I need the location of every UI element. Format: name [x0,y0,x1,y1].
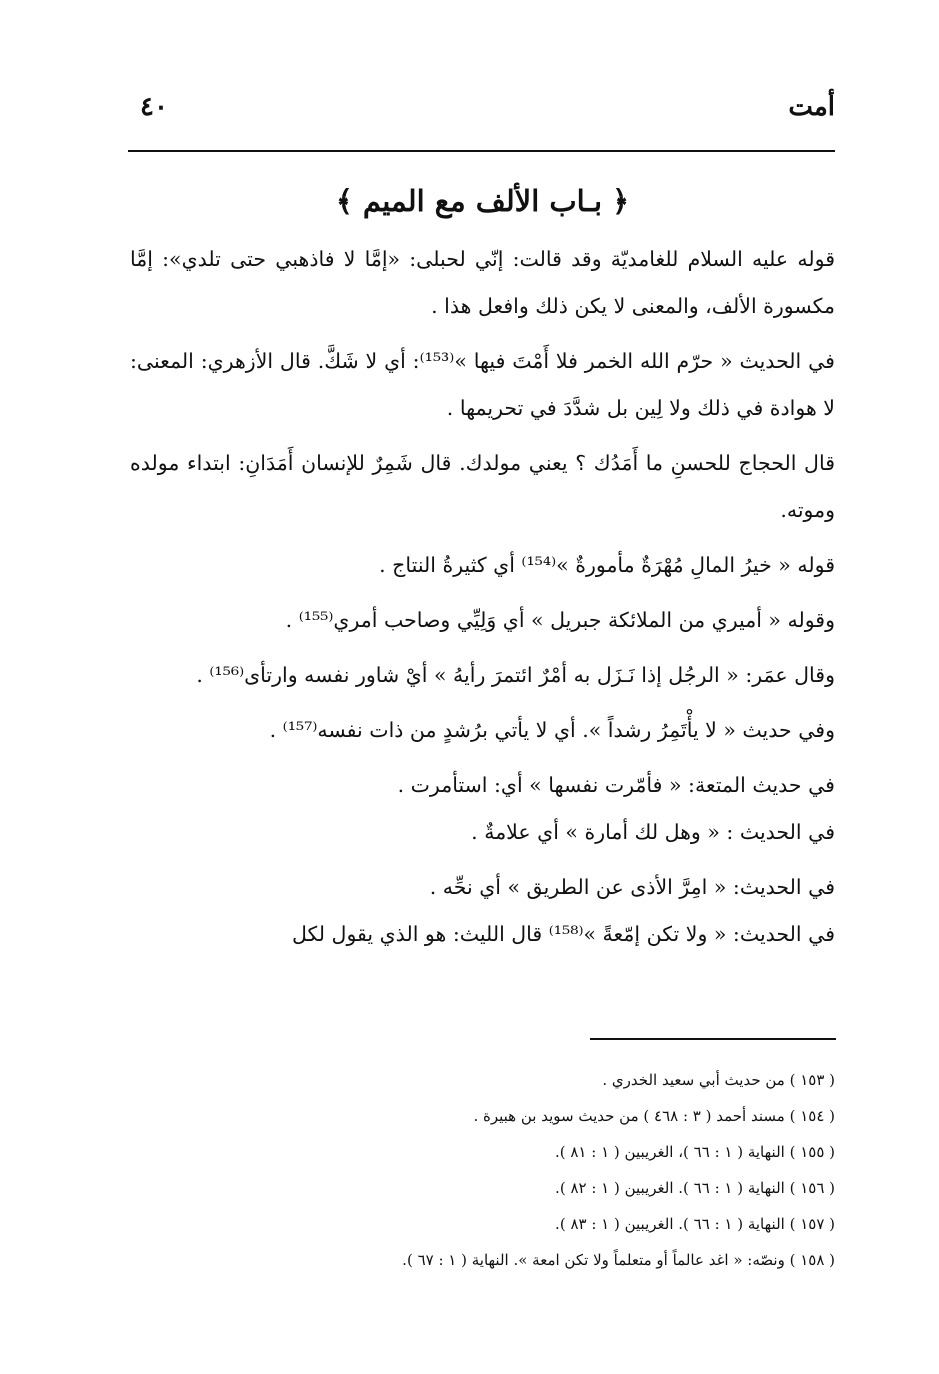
header-divider [128,150,835,152]
footnote: ( ١٥٣ ) من حديث أبي سعيد الخدري . [602,1071,835,1089]
running-head-entry-word: أمت [788,92,835,122]
footnote: ( ١٥٥ ) النهاية ( ١ : ٦٦ )، الغريبين ( ١ : ٨١ ). [554,1143,835,1161]
paragraph: وقال عمَر: « الرجُل إذا نَـزَل به أمْرٌ ائتمرَ رأيهُ » أيْ شاور نفسه وارتأى⁽¹⁵⁶⁾ . [196,663,835,687]
paragraph: في الحديث : « وهل لك أمارة » أي علامةٌ . [471,820,835,844]
footnote: ( ١٥٤ ) مسند أحمد ( ٣ : ٤٦٨ ) من حديث سويد بن هبيرة . [473,1107,835,1125]
paragraph: قوله « خيرُ المالِ مُهْرَةٌ مأمورةٌ »⁽¹⁵⁴⁾ أي كثيرةُ النتاج . [379,553,835,577]
footnotes [300,1062,835,1278]
paragraph: في الحديث « حرّم الله الخمر فلا أَمْتَ فيها »⁽¹⁵³⁾: أي لا شَكَّ. قال الأزهري: المعنى: لا هوادة في ذلك ولا لِين بل شدَّدَ في تحريمها . [130,349,835,420]
footnote: ( ١٥٨ ) ونصّه: « اغد عالماً أو متعلماً ولا تكن امعة ». النهاية ( ١ : ٦٧ ). [402,1251,835,1269]
paragraph: وقوله « أميري من الملائكة جبريل » أي وَلِيِّي وصاحب أمري⁽¹⁵⁵⁾ . [285,608,835,632]
paragraph: في حديث المتعة: « فأمّرت نفسها » أي: استأمرت . [397,773,835,797]
footnote-divider [590,1038,836,1040]
footnote: ( ١٥٦ ) النهاية ( ١ : ٦٦ ). الغريبين ( ١ : ٨٢ ). [555,1179,835,1197]
page-number: ٤٠ [140,92,168,122]
paragraph: في الحديث: « ولا تكن إمّعةً »⁽¹⁵⁸⁾ قال الليث: هو الذي يقول لكل [291,922,835,946]
chapter-title: ﴿ بـاب الألف مع الميم ﴾ [335,184,630,218]
running-head [130,92,835,132]
paragraph: في الحديث: « امِرَّ الأذى عن الطريق » أي نحِّه . [429,875,835,899]
paragraph: قال الحجاج للحسنِ ما أَمَدُك ؟ يعني مولدك. قال شَمِرٌ للإنسان أَمَدَانِ: ابتداء مولده وموته. [130,451,835,522]
footnote: ( ١٥٧ ) النهاية ( ١ : ٦٦ ). الغريبين ( ١ : ٨٣ ). [555,1215,835,1233]
body-text [130,236,835,958]
paragraph: وفي حديث « لا يأْتَمِرُ رشداً ». أي لا يأتي برُشدٍ من ذات نفسه⁽¹⁵⁷⁾ . [269,718,835,742]
paragraph: قوله عليه السلام للغامديّة وقد قالت: إنّي لحبلى: «إمَّا لا فاذهبي حتى تلدي»: إمَّا مكسورة الألف، والمعنى لا يكن ذلك وافعل هذا . [130,247,835,318]
